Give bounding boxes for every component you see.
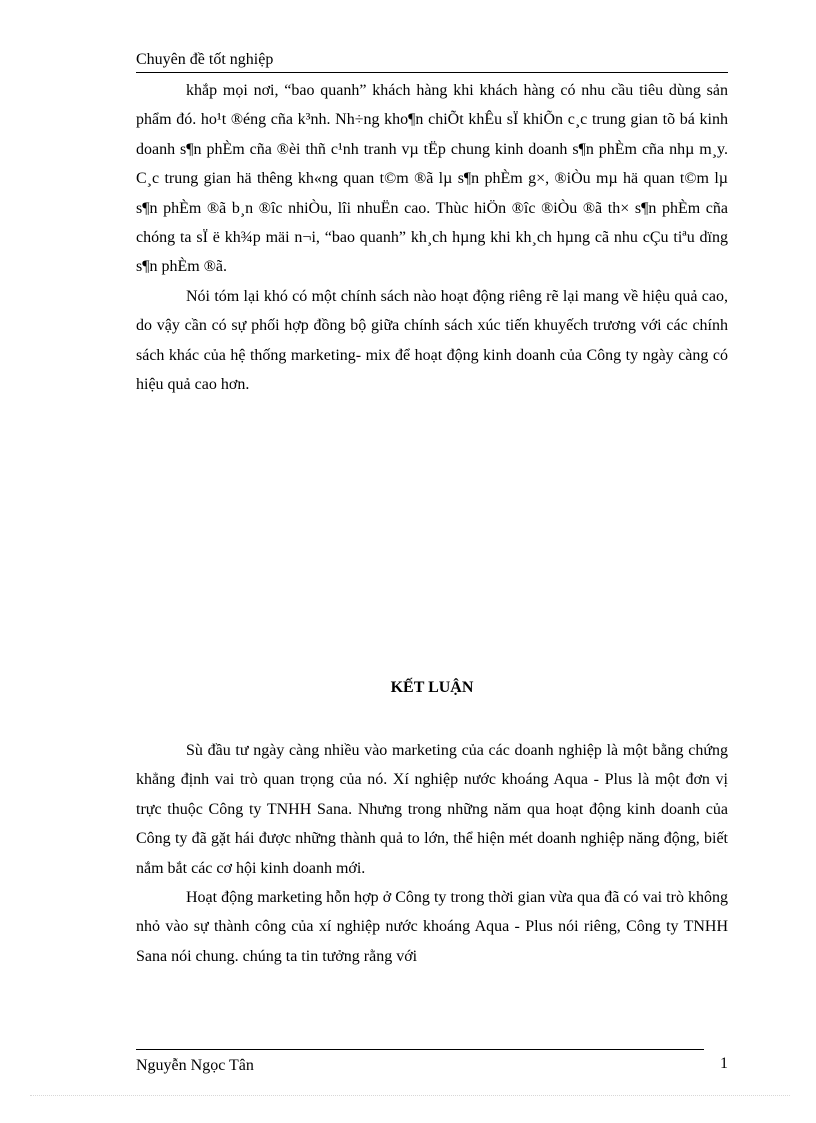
paragraph: Hoạt động marketing hỗn hợp ở Công ty trong thời gian vừa qua đã có vai trò không nhỏ vào sự thành công của xí nghiệp nước khoáng Aqua - Plus nói riêng, Công ty TNHH Sana nói chung. chúng ta tin tưởng rằng với — [136, 889, 728, 965]
paragraph: khắp mọi nơi, “bao quanh” khách hàng khi khách hàng có nhu cầu tiêu dùng sản phẩm đó. ho¹t ®éng cña k³nh. Nh÷ng kho¶n chiÕt khÊu sÏ khiÕn c¸c trung gian tõ bá kinh doanh s¶n phÈm cña ®èi thñ c¹nh tranh vµ tËp chung kinh doanh s¶n phÈm cña nhµ m¸y. C¸c trung gian hä thêng kh«ng quan t©m ®ã lµ s¶n phÈm g×, ®iÒu mµ hä quan t©m lµ s¶n phÈm ®ã b¸n ®îc nhiÒu, lîi nhuËn cao. Thùc hiÖn ®îc ®iÒu ®ã th× s¶n phÈm cña chóng ta sÏ ë kh¾p mäi n¬i, “bao quanh” kh¸ch hµng khi kh¸ch hµng cã nhu cÇu tiªu dïng s¶n phÈm ®ã. — [136, 82, 728, 276]
header-title: Chuyên đề tốt nghiệp — [136, 51, 274, 68]
conclusion-heading: KẾT LUẬN — [390, 679, 474, 696]
footer-author: Nguyễn Ngọc Tân — [136, 1057, 254, 1074]
paragraph: Sù đầu tư ngày càng nhiều vào marketing của các doanh nghiệp là một bằng chứng khẳng định vai trò quan trọng của nó. Xí nghiệp nước khoáng Aqua - Plus là một đơn vị trực thuộc Công ty TNHH Sana. Nhưng trong những năm qua hoạt động kinh doanh của Công ty đã gặt hái được những thành quả to lớn, thể hiện mét doanh nghiệp năng động, biết nắm bắt các cơ hội kinh doanh mới. — [136, 742, 728, 877]
paragraph: Nói tóm lại khó có một chính sách nào hoạt động riêng rẽ lại mang về hiệu quả cao, do vậy cần có sự phối hợp đồng bộ giữa chính sách xúc tiến khuyếch trương với các chính sách khác của hệ thống marketing- mix để hoạt động kinh doanh của Công ty ngày càng có hiệu quả cao hơn. — [136, 287, 728, 394]
body-section — [136, 76, 728, 399]
footer-divider — [136, 1049, 704, 1050]
running-header — [136, 50, 728, 73]
page-number: 1 — [720, 1055, 728, 1072]
conclusion-section — [136, 736, 728, 971]
page-boundary — [30, 1095, 790, 1096]
